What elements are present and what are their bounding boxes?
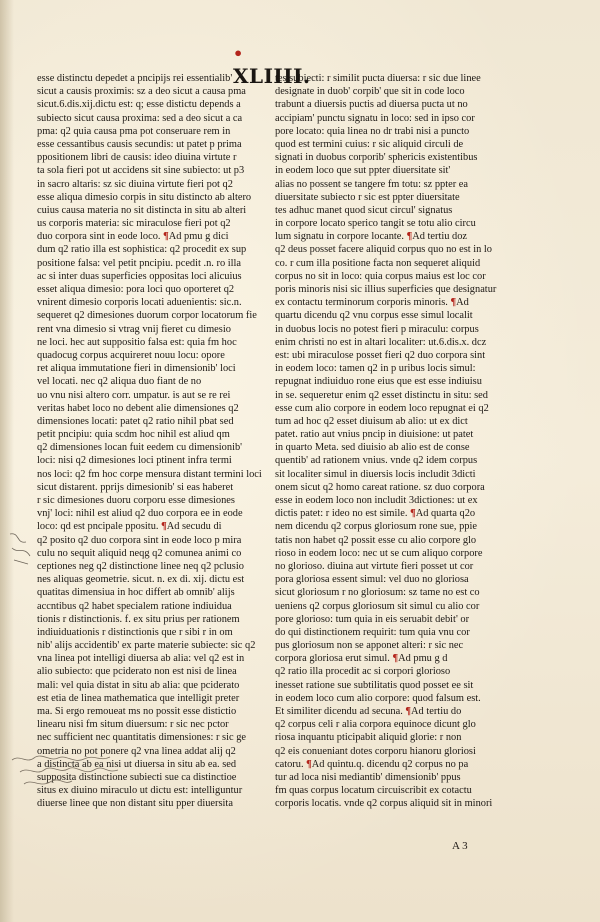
text-line: quadocug corpus acquireret nouu locu: opore: [37, 349, 225, 361]
handwritten-marginalia: [10, 752, 130, 792]
text-line: vel locati. nec q2 aliqua duo fiant de no: [37, 376, 202, 388]
text-line: corpora gloriosa erut simul. ¶Ad pmu g d: [275, 653, 448, 665]
text-line: esse cessantibus causis secundis: ut patet p prima: [37, 138, 242, 150]
text-line: riosa inquantu pticipabit aliquid glorie: r non: [275, 732, 462, 744]
text-line: sicut.6.dis.xij.dictu est: q; esse distictu depends a: [37, 99, 241, 111]
pilcrow-mark: ¶: [406, 231, 413, 243]
text-line: quatitas dimensiua in hoc differt ab omnib' alijs: [37, 587, 235, 599]
text-line: ometria no pot ponere q2 vna linea addat alij q2: [37, 745, 236, 757]
text-line: quod est termini cuius: r sic aliquid circuli de: [275, 138, 464, 150]
text-line: accntibus q2 habet specialem ratione indiuidua: [37, 600, 232, 612]
text-line: corporis locatis. vnde q2 corpus aliquid sit in minori: [275, 798, 493, 810]
text-line: culu no sequit aliquid neqg q2 comunea animi co: [37, 547, 242, 559]
text-line: est: ubi miraculose posset fieri q2 duo corpora sint: [275, 349, 486, 361]
text-line: tatis non habet q2 possit esse cu alio corpore glo: [275, 534, 477, 546]
text-line: nem dicendu q2 corpus gloriosum rone sue, ppie: [275, 521, 477, 533]
text-line: sicut distarent. pprijs dimesionib' si eas haberet: [37, 481, 234, 493]
text-line: onem sicut q2 homo careat ratione. sz duo corpora: [275, 481, 485, 493]
text-line: mali: vel quia distat in situ ab alia: que pciderato: [37, 679, 240, 691]
text-line: corpus no sit in loco: quia corpus maius est loc cor: [275, 270, 486, 282]
text-line: quartu dicendu q2 vnu corpus esse simul localit: [275, 310, 473, 322]
pilcrow-mark: ¶: [410, 508, 416, 520]
text-line: q2 deus posset facere aliquid corpus quo no est in lo: [275, 244, 493, 256]
text-line: signati in duobus corporib' sphericis existentibus: [275, 152, 478, 164]
text-line: vnj' loci: nihil est aliud q2 duo corpora ee in eode: [37, 508, 243, 520]
text-line: vnirent dimesio corporis locati aduenientis: sic.n.: [37, 297, 242, 309]
text-line: esse aliqua dimesio corpis in situ distincto ab altero: [37, 191, 252, 203]
text-line: sicut a causis proximis: sz a deo sicut a causa pma: [37, 86, 246, 98]
text-line: ta sola fieri pot ut accidens sit sine subiecto: ut p3: [37, 165, 245, 177]
text-line: q2 posito q2 duo corpora sint in eode loco p mira: [37, 534, 242, 546]
text-line: esse cum alio corpore in eodem loco repugnat ei q2: [275, 402, 489, 414]
text-line: ppositionem libri de causis: ideo diuina virtute r: [37, 152, 237, 164]
text-line: esse distinctu depedet a pncipijs rei essentialib': [37, 73, 233, 84]
text-line: no glorioso. diuina aut virtute fieri posset ut cor: [275, 560, 474, 572]
text-line: pore glorioso: tum quia in eis seruabit debit' or: [275, 613, 470, 625]
text-line: nec sufficient nec quantitatis dimensiones: r sic ge: [37, 732, 247, 744]
text-line: alias no possent se tangere fm totu: sz ppter ea: [275, 178, 469, 190]
text-line: q2 dimensiones locan fuit eedem cu dimensionib': [37, 442, 243, 454]
text-line: in eodem loco: tamen q2 in p uribus locis simul:: [275, 363, 476, 375]
text-line: repugnat indiuiduo rone eius que est esse indiuisu: [275, 376, 482, 388]
pilcrow-mark: ¶: [392, 653, 399, 665]
text-line: rent vna dimesio si vtrag vnij fieret cu dimesio: [37, 323, 231, 335]
text-line: r sic dimesiones duoru corporu esse dimesiones: [37, 495, 235, 506]
text-line: in corpore locato sperico tangit se totu alio circu: [275, 218, 476, 230]
text-line: q2 corpus celi r alia corpora equinoce dicunt glo: [275, 719, 476, 731]
text-line: diuerse linee que non distant situ pper diuersita: [37, 798, 233, 810]
pilcrow-mark: ¶: [405, 706, 412, 717]
text-line: a distincta ab ea nisi ut diuersa in situ ab ea. sed: [37, 758, 237, 770]
text-line: ceptiones neg q2 distinctione linee neq q2 pclusio: [37, 560, 244, 572]
text-line: catoru. ¶Ad quintu.q. dicendu q2 corpus no pa: [275, 758, 469, 770]
text-line: in eodem loco que sut ppter diuersitate sit': [275, 165, 451, 177]
text-line: dictis patet: r ideo no est simile. ¶Ad quarta q2o: [275, 508, 476, 520]
left-text-column: [37, 72, 263, 811]
text-line: pora gloriosa essent simul: vel duo no gloriosa: [275, 574, 469, 586]
text-line: in se. sequeretur enim q2 esset distinctu in situ: sed: [275, 389, 488, 401]
text-line: trabunt a diuersis puctis ad diuersa pucta ut no: [275, 99, 468, 111]
text-line: in quarto Meta. sed diuisio ab alio est de conse: [275, 442, 470, 454]
text-line: in eodem loco cum alio corpore: quod falsum est.: [275, 692, 481, 704]
text-line: sicut gloriosum r no gloriosum: sz tame no est co: [275, 587, 480, 599]
text-line: est etia de linea mathematica que intelligit preter: [37, 692, 240, 704]
text-line: us corporis materia: sic miraculose fieri pot q2: [37, 218, 231, 230]
text-line: tur ad loca nisi mediantib' dimensionib' ppus: [275, 771, 461, 783]
pilcrow-mark: ¶: [450, 297, 457, 309]
text-line: quentib' ad rationem vnius. vnde q2 idem corpus: [275, 455, 478, 467]
text-line: enim christi no est in altari localiter: ut.6.dis.x. dcz: [275, 336, 487, 348]
text-line: alio subiecto: que pciderato non est nisi de linea: [37, 666, 237, 678]
text-line: sequeret q2 dimesiones duorum corpor locatorum fie: [37, 310, 257, 322]
text-line: ac si inter duas superficies oppositas loci alicuius: [37, 270, 242, 282]
text-line: do qui distinctionem requirit: tum quia vnu cor: [275, 626, 470, 638]
text-line: supposita distinctione subiecti sue ca distinctioe: [37, 771, 237, 783]
text-line: patet. ratio aut vnius pncip in diuisione: ut patet: [275, 429, 474, 441]
text-line: veritas habet loco no debent alie dimensiones q2: [37, 402, 239, 414]
pilcrow-mark: ¶: [161, 521, 167, 533]
text-line: indiuiduationis r distinctionis que r sibi r in om: [37, 626, 233, 638]
text-line: dimensiones locati: patet q2 ratio nihil pbat sed: [37, 415, 234, 427]
text-line: pus gloriosum non se apponet alteri: r sic nec: [275, 640, 464, 652]
text-line: in duobus locis no potest fieri p miraculu: corpus: [275, 323, 479, 335]
text-line: tes adhuc manet quod sicut circul' signatus: [275, 204, 453, 216]
margin-scribble-mark: [6, 528, 34, 568]
pilcrow-mark: ¶: [306, 758, 312, 770]
text-line: poris minoris nisi sic illius superficies que designatur: [275, 284, 497, 295]
text-line: accipiam' punctu signatu in loco: sed in ipso cor: [275, 112, 475, 124]
text-line: tes subiecti: r similit pucta diuersa: r sic due linee: [275, 73, 481, 84]
folio-number: [233, 40, 323, 88]
text-line: rioso in eodem loco: nec ut se cum aliquo corpore: [275, 547, 483, 559]
text-line: inesset ratione sue subtilitatis quod posset ee sit: [275, 679, 474, 691]
text-line: diuersitate subiecto r sic est ppter diuersitate: [275, 191, 460, 203]
text-line: duo corpora sint in eode loco. ¶Ad pmu g dici: [37, 231, 229, 243]
text-line: loco: qd est pncipale ppositu. ¶Ad secudu di: [37, 521, 222, 533]
folio-rubric-mark: •: [233, 44, 244, 63]
text-line: ret aliqua immutatione fieri in dimensionib' loci: [37, 363, 236, 375]
text-line: ne loci. hec aut suppositio falsa est: quia fm hoc: [37, 336, 237, 348]
text-line: ma. Si ergo remoueat ms no possit esse distictio: [37, 706, 237, 717]
text-line: nib' alijs accidentib' ex parte materie subiecte: sic q2: [37, 640, 256, 652]
text-line: loci: nisi q2 dimesiones loci ptinent infra termi: [37, 455, 232, 467]
text-line: lum signatu in corpore locante. ¶Ad tertiu doz: [275, 231, 468, 243]
right-text-column: [275, 72, 501, 811]
text-line: tionis r distinctionis. f. ex situ prius per rationem: [37, 613, 240, 625]
text-line: sit localiter simul in diuersis locis includit 3dicti: [275, 468, 476, 480]
folio-numeral: XLIIII.: [233, 64, 311, 88]
text-line: nos loci: q2 fm hoc corpe mensura distant termini loci: [37, 468, 262, 480]
text-line: esset aliqua dimesio: pora loci quo oporteret q2: [37, 284, 235, 295]
text-line: designate in duob' corpib' que sit in code loco: [275, 86, 465, 98]
text-line: uo vnu nisi altero corr. umpatur. is aut se re rei: [37, 389, 231, 401]
text-line: fm quas corpus locatum circuiscribit ex cotactu: [275, 785, 472, 797]
text-line: q2 ratio illa procedit ac si corpori glorioso: [275, 666, 451, 678]
text-line: ex contactu terminorum corporis minoris. ¶Ad: [275, 297, 469, 309]
pilcrow-mark: ¶: [163, 231, 169, 243]
text-line: petit pncipiu: quia scdm hoc nihil est aliud qm: [37, 429, 230, 441]
text-line: vna linea pot intelligi diuersa ab alia: vel q2 est in: [37, 653, 245, 665]
text-line: q2 eis conueniant dotes corporu hianoru gloriosi: [275, 745, 476, 757]
text-line: cuius causa materia no sit distincta in situ ab alteri: [37, 204, 247, 216]
text-line: linearu nisi fm situm diuersum: r sic nec pctor: [37, 719, 229, 731]
text-line: ueniens q2 corpus gloriosum sit simul cu alio cor: [275, 600, 480, 612]
text-line: situs ex diuino miraculo ut dictu est: intelliguntur: [37, 785, 243, 797]
text-line: in sacro altaris: sz sic diuina virtute fieri pot q2: [37, 178, 233, 190]
text-line: esse in eodem loco non includit 3dictiones: ut ex: [275, 495, 478, 506]
text-line: pma: q2 quia causa pma pot conseruare rem in: [37, 125, 231, 137]
text-line: positione falsa: vel petit pncipiu. pcedit .n. ro illa: [37, 257, 242, 269]
text-line: nes aliquas geometrie. sicut. n. ex di. xij. dictu est: [37, 574, 245, 586]
text-line: pore locato: quia linea no dr trabi nisi a puncto: [275, 125, 470, 137]
signature-mark: A 3: [452, 840, 468, 852]
text-line: Et similiter dicendu ad secuna. ¶Ad tertiu do: [275, 706, 462, 717]
text-line: subiecto sicut causa proxima: sed a deo sicut a ca: [37, 112, 243, 124]
text-line: co. r cum illa positione facta non sequeret aliquid: [275, 257, 481, 269]
text-line: tum ad hoc q2 esset diuisum ab alio: ut ex dict: [275, 415, 468, 427]
text-line: dum q2 ratio illa est sophistica: q2 procedit ex sup: [37, 244, 247, 256]
